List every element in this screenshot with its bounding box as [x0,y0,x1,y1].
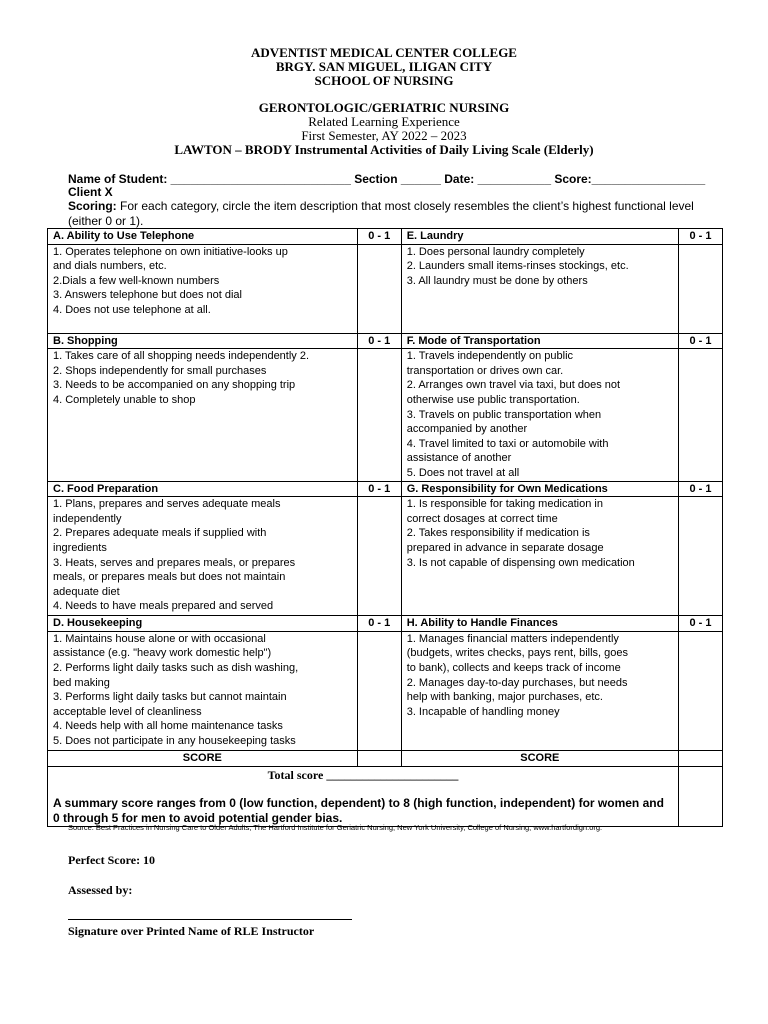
item-option[interactable]: otherwise use public transportation. [406,393,580,406]
item-option[interactable]: 3. All laundry must be done by others [406,274,588,287]
score-range: 0 - 1 [679,481,723,497]
course-title: GERONTOLOGIC/GERIATRIC NURSING [258,100,510,115]
item-option[interactable]: 2. Launders small items-rinses stockings, etc. [406,260,629,273]
item-option[interactable]: 5. Does not travel at all [406,466,520,479]
item-option[interactable]: 2. Prepares adequate meals if supplied with [53,527,267,540]
item-option[interactable]: 3. Heats, serves and prepares meals, or prepares [53,556,296,569]
item-option[interactable]: 2. Takes responsibility if medication is [406,527,590,540]
category-items [48,244,358,333]
score-total-left-cell[interactable] [357,750,401,766]
scoring-instructions [68,199,708,229]
score-range: 0 - 1 [679,616,723,632]
category-title: F. Mode of Transportation [401,333,678,349]
item-option[interactable]: accompanied by another [406,423,528,436]
item-option[interactable]: correct dosages at correct time [406,512,558,525]
score-range: 0 - 1 [679,229,723,245]
item-option[interactable]: acceptable level of cleanliness [53,705,202,718]
summary-cell [48,766,679,826]
item-option[interactable]: 2. Performs light daily tasks such as dish washing, [53,661,299,674]
school-name: SCHOOL OF NURSING [314,73,454,88]
item-option[interactable]: meals, or prepares meals but does not maintain [53,571,286,584]
item-option[interactable]: 2.Dials a few well-known numbers [53,274,220,287]
score-cell[interactable] [679,349,723,481]
item-option[interactable]: to bank), collects and keeps track of income [406,661,621,674]
category-title: D. Housekeeping [48,616,358,632]
category-items [401,349,678,481]
score-range: 0 - 1 [357,229,401,245]
score-label-right: SCORE [401,750,678,766]
score-cell[interactable] [357,349,401,481]
score-cell[interactable] [357,497,401,616]
total-score-line: Total score ______________________ [267,767,459,782]
category-title: A. Ability to Use Telephone [48,229,358,245]
score-cell[interactable] [357,631,401,750]
item-option[interactable]: assistance of another [406,452,512,465]
item-option[interactable]: 4. Needs help with all home maintenance tasks [53,720,283,733]
item-option[interactable]: 1. Is responsible for taking medication in [406,498,603,511]
category-items [48,349,358,481]
item-option[interactable]: 3. Needs to be accompanied on any shopping trip [53,379,296,392]
category-items [401,631,678,750]
score-range: 0 - 1 [357,616,401,632]
item-option[interactable]: 1. Plans, prepares and serves adequate meals [53,498,281,511]
perfect-score: Perfect Score: 10 [68,853,156,867]
item-option[interactable]: 1. Travels independently on public [406,350,574,363]
score-cell[interactable] [679,244,723,333]
category-items [48,631,358,750]
scoring-text: For each category, circle the item description that most closely resembles the client’s highest functional level (either 0 or 1). [68,199,694,228]
iadl-table [47,228,723,827]
item-option[interactable]: prepared in advance in separate dosage [406,541,604,554]
item-option[interactable]: 1. Does personal laundry completely [406,245,585,258]
item-option[interactable]: 4. Does not use telephone at all. [53,303,211,316]
category-items [401,497,678,616]
item-option[interactable]: 1. Takes care of all shopping needs independently 2. [53,350,310,363]
category-title: H. Ability to Handle Finances [401,616,678,632]
item-option[interactable]: 4. Needs to have meals prepared and served [53,600,274,613]
student-info-line: Name of Student: ___________________________ Section ______ Date: ___________ Score:_________________ [68,172,706,186]
assessed-by-label: Assessed by: [68,883,133,897]
category-title: E. Laundry [401,229,678,245]
score-cell[interactable] [679,497,723,616]
client-label: Client X [68,185,113,199]
item-option[interactable]: ingredients [53,541,107,554]
item-option[interactable]: 4. Travel limited to taxi or automobile with [406,437,609,450]
item-option[interactable]: 1. Operates telephone on own initiative-looks up [53,245,288,258]
college-name: ADVENTIST MEDICAL CENTER COLLEGE [251,45,517,60]
score-range: 0 - 1 [679,333,723,349]
category-title: B. Shopping [48,333,358,349]
item-option[interactable]: bed making [53,676,110,689]
score-total-right-cell[interactable] [679,750,723,766]
item-option[interactable]: (budgets, writes checks, pays rent, bills, goes [406,647,629,660]
college-address: BRGY. SAN MIGUEL, ILIGAN CITY [275,59,493,74]
item-option[interactable]: assistance (e.g. "heavy work domestic help") [53,647,272,660]
total-score-cell[interactable] [679,766,723,826]
item-option[interactable]: 3. Performs light daily tasks but cannot maintain [53,691,287,704]
category-items [48,497,358,616]
rle-label: Related Learning Experience [308,114,460,129]
score-range: 0 - 1 [357,333,401,349]
item-option[interactable]: 1. Manages financial matters independently [406,632,619,645]
item-option[interactable]: 3. Answers telephone but does not dial [53,289,242,302]
item-option[interactable]: independently [53,512,122,525]
score-label-left: SCORE [48,750,358,766]
scale-title: LAWTON – BRODY Instrumental Activities of Daily Living Scale (Elderly) [174,142,594,157]
item-option[interactable]: help with banking, major purchases, etc. [406,691,603,704]
signature-line[interactable] [68,919,352,920]
category-items [401,244,678,333]
item-option[interactable]: 2. Arranges own travel via taxi, but does not [406,379,621,392]
category-title: C. Food Preparation [48,481,358,497]
score-cell[interactable] [679,631,723,750]
score-cell[interactable] [357,244,401,333]
signature-caption: Signature over Printed Name of RLE Instructor [68,924,315,938]
item-option[interactable]: 5. Does not participate in any housekeeping tasks [53,734,296,747]
item-option[interactable]: 2. Shops independently for small purchases [53,364,267,377]
item-option[interactable]: 2. Manages day-to-day purchases, but needs [406,676,628,689]
item-option[interactable]: 3. Travels on public transportation when [406,408,602,421]
item-option[interactable]: 4. Completely unable to shop [53,393,196,406]
item-option[interactable]: adequate diet [53,585,120,598]
item-option[interactable]: 3. Is not capable of dispensing own medication [406,556,635,569]
category-title: G. Responsibility for Own Medications [401,481,678,497]
score-range: 0 - 1 [357,481,401,497]
semester-label: First Semester, AY 2022 – 2023 [301,128,467,143]
summary-text: A summary score ranges from 0 (low function, dependent) to 8 (high function, independent) for women and 0 through 5 for men to avoid potential gender bias. [53,795,664,825]
source-citation: Source: Best Practices in Nursing Care to Older Adults, The Hartford Institute for Geriatric Nursing, New York University, College of Nursing, www.hartfordign.org. [68,823,603,832]
item-option[interactable]: transportation or drives own car. [406,364,564,377]
scoring-label: Scoring: [68,199,117,213]
item-option[interactable]: 1. Maintains house alone or with occasional [53,632,266,645]
item-option[interactable]: 3. Incapable of handling money [406,705,560,718]
item-option[interactable]: and dials numbers, etc. [53,260,167,273]
